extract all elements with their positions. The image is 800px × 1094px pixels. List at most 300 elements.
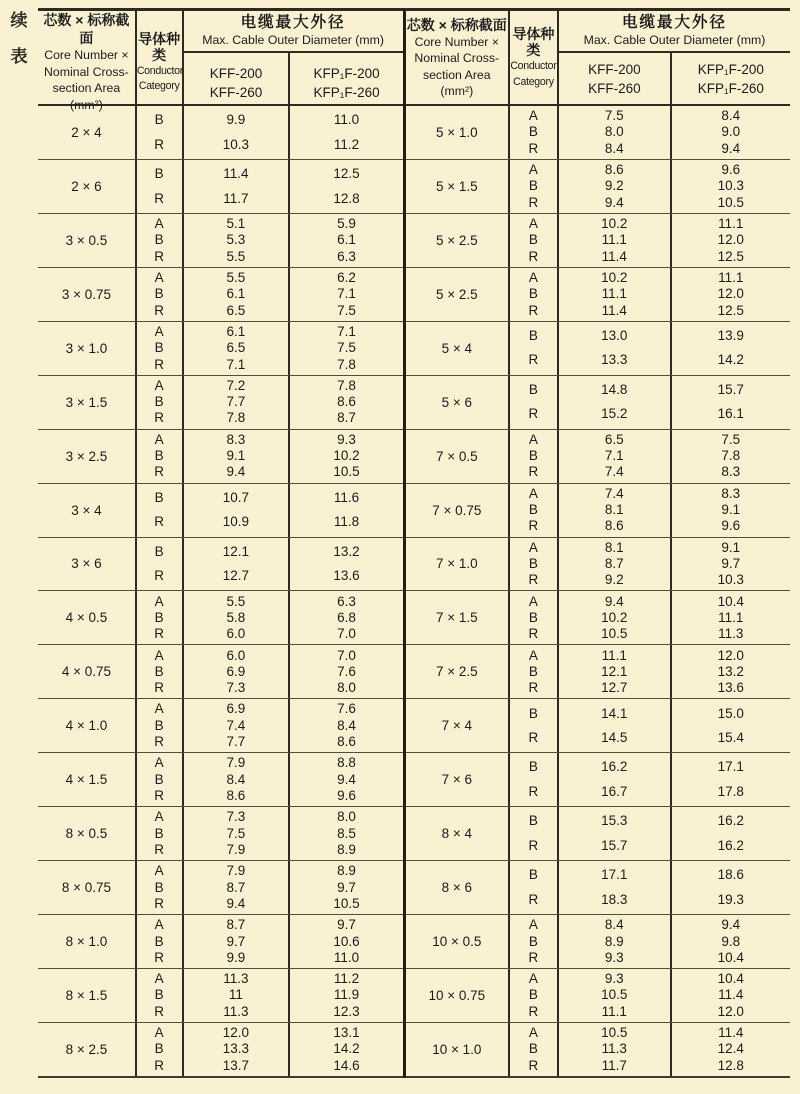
spec-cell: 8 × 0.5 (38, 807, 137, 860)
conductor-category-cell: B (528, 759, 538, 775)
conductor-category-cell: B (154, 717, 164, 733)
kff-value-cell: 15.2 (601, 406, 628, 422)
table-row-group (406, 699, 790, 753)
kfp-column (672, 915, 790, 968)
kff-value-cell: 15.7 (601, 837, 628, 853)
conductor-category-cell: B (154, 543, 164, 559)
kff-value-cell: 8.9 (604, 933, 624, 949)
kff-column (184, 861, 291, 914)
conductor-category-cell: R (154, 895, 165, 911)
kfp-value-cell: 9.4 (721, 917, 741, 933)
kff-value-cell: 7.1 (604, 448, 624, 464)
kff-value-cell: 10.5 (601, 987, 628, 1003)
kff-value-cell: 8.7 (226, 917, 246, 933)
conductor-category-cell: R (528, 730, 539, 746)
kff-value-cell: 13.0 (601, 327, 628, 343)
conductor-column (137, 591, 184, 644)
kfp-column (290, 915, 402, 968)
conductor-category-cell: A (528, 593, 538, 609)
kff-value-cell: 8.4 (226, 771, 246, 787)
kff-value-cell: 7.5 (226, 825, 246, 841)
conductor-category-cell: B (528, 502, 538, 518)
kfp-column (672, 268, 790, 321)
kff-value-cell: 17.1 (601, 867, 628, 883)
kfp-value-cell: 12.0 (717, 1003, 744, 1019)
table-row-group (38, 591, 403, 645)
kff-column (184, 322, 291, 375)
kfp-value-cell: 9.7 (721, 555, 741, 571)
kff-value-cell: 7.2 (226, 377, 246, 393)
conductor-category-cell: B (154, 825, 164, 841)
kff-value-cell: 16.2 (601, 759, 628, 775)
conductor-category-cell: B (528, 663, 538, 679)
conductor-category-cell: R (528, 140, 539, 156)
kfp-value-cell: 9.4 (337, 771, 356, 787)
kff-value-cell: 5.5 (226, 269, 246, 285)
table-row-group (38, 969, 403, 1023)
header-conductor-zh-line: 导体种 (138, 30, 181, 47)
table-row-group (406, 645, 790, 699)
conductor-category-cell: B (528, 448, 538, 464)
table-row-group (406, 106, 790, 160)
conductor-category-cell: B (154, 112, 164, 128)
table-row-group (406, 591, 790, 645)
kfp-column (290, 538, 402, 591)
header-kff (559, 53, 672, 104)
header-conductor-en-line: Conductor (510, 60, 557, 72)
table-row-group (406, 753, 790, 807)
kff-value-cell: 10.2 (601, 216, 628, 232)
kff-value-cell: 11.7 (223, 190, 249, 206)
conductor-category-cell: A (528, 162, 538, 178)
header-spec (38, 11, 137, 113)
conductor-category-cell: B (528, 381, 538, 397)
spec-cell: 10 × 0.75 (406, 969, 510, 1022)
spec-cell: 7 × 4 (406, 699, 510, 752)
kff-value-cell: 8.6 (226, 788, 246, 804)
kff-value-cell: 8.6 (604, 518, 624, 534)
conductor-category-cell: R (154, 356, 165, 372)
kfp-value-cell: 9.6 (337, 788, 356, 804)
spec-cell: 5 × 2.5 (406, 214, 510, 267)
kff-value-cell: 11 (228, 987, 243, 1003)
kfp-value-cell: 12.3 (333, 1003, 360, 1019)
kff-column (184, 160, 291, 213)
spec-cell: 8 × 4 (406, 807, 510, 860)
conductor-category-cell: R (528, 783, 539, 799)
kff-value-cell: 11.4 (223, 166, 249, 182)
kff-column (184, 969, 291, 1022)
kff-value-cell: 7.4 (604, 464, 624, 480)
kff-value-cell: 11.1 (601, 647, 627, 663)
header-kff (184, 53, 291, 113)
spec-cell: 3 × 0.75 (38, 268, 137, 321)
spec-cell: 10 × 1.0 (406, 1023, 510, 1076)
spec-cell: 7 × 1.5 (406, 591, 510, 644)
conductor-category-cell: R (154, 248, 165, 264)
kff-value-cell: 8.7 (226, 879, 246, 895)
conductor-column (137, 268, 184, 321)
table-row-group (406, 430, 790, 484)
conductor-category-cell: A (154, 269, 164, 285)
kff-value-cell: 8.1 (604, 502, 624, 518)
kff-value-cell: 9.3 (604, 971, 624, 987)
spec-cell: 8 × 0.75 (38, 861, 137, 914)
conductor-category-cell: R (154, 734, 165, 750)
kfp-value-cell: 9.1 (721, 539, 741, 555)
kfp-value-cell: 8.9 (337, 841, 356, 857)
table-row-group (406, 214, 790, 268)
kff-value-cell: 11.4 (601, 248, 627, 264)
table-row-group (38, 915, 403, 969)
table-row-group (38, 214, 403, 268)
conductor-category-cell: B (154, 879, 164, 895)
kfp-value-cell: 13.6 (717, 680, 744, 696)
kff-value-cell: 7.8 (226, 410, 246, 426)
conductor-category-cell: R (528, 891, 539, 907)
conductor-category-cell: R (154, 788, 165, 804)
header-diameter-subcolumns (559, 53, 790, 104)
header-kfp (672, 53, 790, 104)
conductor-column (137, 699, 184, 752)
conductor-category-cell: A (528, 216, 538, 232)
kfp-value-cell: 7.5 (337, 302, 356, 318)
conductor-column (510, 376, 559, 429)
kff-value-cell: 7.7 (226, 734, 246, 750)
conductor-category-cell: B (528, 124, 538, 140)
kff-column (559, 322, 672, 375)
conductor-category-cell: B (528, 232, 538, 248)
kfp-value-cell: 13.2 (333, 543, 360, 559)
header-spec-en-line: (mm²) (70, 97, 103, 112)
kfp-column (672, 969, 790, 1022)
header-diameter (559, 11, 790, 104)
conductor-category-cell: R (528, 1057, 539, 1073)
kff-value-cell: 9.2 (604, 572, 624, 588)
kfp-value-cell: 17.1 (717, 759, 744, 775)
continued-table-char-2: 表 (10, 47, 28, 66)
kfp-value-cell: 13.9 (717, 327, 744, 343)
kff-value-cell: 10.5 (601, 626, 628, 642)
kfp-value-cell: 9.0 (721, 124, 741, 140)
kfp-column (672, 538, 790, 591)
conductor-category-cell: R (528, 837, 539, 853)
kff-value-cell: 8.4 (604, 917, 624, 933)
kff-value-cell: 11.3 (223, 1003, 249, 1019)
conductor-category-cell: R (154, 568, 165, 584)
kfp-value-cell: 10.4 (717, 593, 744, 609)
conductor-category-cell: A (528, 1025, 538, 1041)
conductor-category-cell: R (154, 514, 165, 530)
table-row-group (406, 915, 790, 969)
kfp-value-cell: 10.6 (333, 933, 360, 949)
kff-value-cell: 9.4 (604, 194, 624, 210)
conductor-column (510, 214, 559, 267)
conductor-category-cell: R (528, 949, 539, 965)
spec-cell: 4 × 0.5 (38, 591, 137, 644)
conductor-category-cell: A (528, 917, 538, 933)
conductor-column (137, 645, 184, 698)
kff-value-cell: 11.3 (601, 1041, 627, 1057)
table-row-group (38, 376, 403, 430)
conductor-category-cell: R (528, 680, 539, 696)
header-kff-line: KFF-260 (588, 80, 641, 96)
kff-value-cell: 10.2 (601, 269, 628, 285)
table-body (406, 106, 790, 1078)
conductor-category-cell: A (154, 971, 164, 987)
kff-column (184, 376, 291, 429)
conductor-category-cell: B (154, 489, 164, 505)
conductor-category-cell: A (154, 431, 164, 447)
kff-value-cell: 14.5 (601, 730, 628, 746)
kff-column (184, 645, 291, 698)
kfp-value-cell: 10.3 (717, 178, 744, 194)
header-spec-en-line: Core Number × (414, 34, 499, 49)
kfp-value-cell: 9.4 (721, 140, 741, 156)
conductor-category-cell: R (154, 949, 165, 965)
header-diameter-en: Max. Cable Outer Diameter (mm) (583, 33, 766, 48)
kff-value-cell: 6.9 (226, 663, 246, 679)
conductor-category-cell: R (528, 1003, 539, 1019)
kfp-value-cell: 8.3 (721, 485, 741, 501)
kff-column (559, 591, 672, 644)
conductor-column (510, 699, 559, 752)
kfp-column (672, 106, 790, 159)
kff-value-cell: 11.4 (601, 302, 627, 318)
continued-table-label (7, 6, 31, 67)
kfp-column (290, 861, 402, 914)
header-diameter-subcolumns (184, 53, 403, 113)
kfp-value-cell: 15.7 (717, 381, 744, 397)
spec-cell: 4 × 1.5 (38, 753, 137, 806)
conductor-category-cell: A (154, 863, 164, 879)
kfp-value-cell: 18.6 (717, 867, 744, 883)
kfp-column (290, 430, 402, 483)
table-row-group (38, 645, 403, 699)
table-row-group (38, 268, 403, 322)
kfp-column (290, 214, 402, 267)
conductor-category-cell: B (528, 609, 538, 625)
spec-cell: 5 × 1.5 (406, 160, 510, 213)
table-row-group (406, 484, 790, 538)
kff-column (559, 699, 672, 752)
kff-value-cell: 6.0 (226, 626, 246, 642)
conductor-category-cell: A (154, 216, 164, 232)
kfp-value-cell: 12.8 (333, 190, 360, 206)
kfp-column (290, 160, 402, 213)
conductor-column (510, 753, 559, 806)
kff-column (559, 1023, 672, 1076)
table-row-group (38, 106, 403, 160)
header-spec-en-line: Nominal Cross- (414, 51, 500, 65)
kfp-value-cell: 7.1 (337, 286, 356, 302)
conductor-column (137, 214, 184, 267)
cable-table-left (38, 8, 403, 1078)
kff-value-cell: 12.7 (222, 568, 250, 584)
conductor-category-cell: R (154, 841, 165, 857)
spec-cell: 8 × 2.5 (38, 1023, 137, 1076)
conductor-column (510, 915, 559, 968)
kff-value-cell: 12.7 (601, 680, 628, 696)
kfp-value-cell: 15.4 (717, 730, 744, 746)
header-conductor-en-line: Conductor (136, 64, 184, 77)
table-header (406, 11, 790, 106)
kff-value-cell: 8.3 (226, 431, 246, 447)
spec-cell: 7 × 6 (406, 753, 510, 806)
spec-cell: 10 × 0.5 (406, 915, 510, 968)
kff-column (184, 268, 291, 321)
kfp-column (290, 106, 402, 159)
header-kff-line: KFF-260 (209, 85, 263, 100)
kfp-value-cell: 9.6 (721, 162, 741, 178)
kfp-value-cell: 14.2 (717, 352, 744, 368)
kff-value-cell: 13.7 (222, 1057, 250, 1073)
kfp-value-cell: 11.1 (718, 269, 744, 285)
kff-column (559, 160, 672, 213)
conductor-category-cell: A (154, 647, 164, 663)
kfp-value-cell: 11.4 (718, 987, 744, 1003)
kfp-value-cell: 10.5 (333, 464, 360, 480)
kfp-value-cell: 16.2 (717, 813, 744, 829)
table-row-group (38, 1023, 403, 1076)
kfp-value-cell: 10.5 (717, 194, 744, 210)
kfp-value-cell: 11.0 (333, 949, 360, 965)
kfp-value-cell: 7.6 (337, 663, 356, 679)
header-spec-en-line: Nominal Cross- (44, 64, 129, 79)
kfp-value-cell: 11.8 (333, 514, 360, 530)
kff-column (184, 106, 291, 159)
table-row-group (406, 538, 790, 592)
kfp-column (672, 645, 790, 698)
kff-value-cell: 9.3 (604, 949, 624, 965)
spec-cell: 3 × 0.5 (38, 214, 137, 267)
kfp-value-cell: 14.2 (333, 1041, 360, 1057)
conductor-column (137, 753, 184, 806)
kff-value-cell: 6.0 (226, 647, 246, 663)
kfp-value-cell: 7.8 (337, 356, 356, 372)
spec-cell: 7 × 0.75 (406, 484, 510, 537)
kfp-column (290, 699, 402, 752)
kfp-value-cell: 8.7 (337, 410, 356, 426)
conductor-column (137, 861, 184, 914)
kfp-value-cell: 11.9 (333, 987, 360, 1003)
table-row-group (406, 807, 790, 861)
kff-value-cell: 6.1 (226, 286, 246, 302)
kfp-column (672, 430, 790, 483)
kff-column (184, 915, 291, 968)
kff-column (184, 214, 291, 267)
conductor-category-cell: A (528, 431, 538, 447)
kfp-value-cell: 12.5 (717, 302, 744, 318)
kff-column (184, 430, 291, 483)
kfp-value-cell: 9.7 (337, 879, 356, 895)
conductor-category-cell: B (528, 813, 538, 829)
kff-column (559, 376, 672, 429)
kfp-column (672, 699, 790, 752)
spec-cell: 7 × 2.5 (406, 645, 510, 698)
kfp-value-cell: 8.9 (337, 863, 356, 879)
kff-value-cell: 6.5 (604, 431, 624, 447)
conductor-category-cell: R (528, 194, 539, 210)
spec-cell: 2 × 6 (38, 160, 137, 213)
conductor-column (137, 915, 184, 968)
conductor-category-cell: R (154, 1003, 165, 1019)
kff-value-cell: 18.3 (601, 891, 628, 907)
kfp-column (672, 160, 790, 213)
conductor-category-cell: R (528, 248, 539, 264)
conductor-category-cell: A (154, 701, 164, 717)
spec-cell: 5 × 2.5 (406, 268, 510, 321)
kff-column (559, 106, 672, 159)
table-row-group (406, 376, 790, 430)
kfp-value-cell: 8.4 (337, 717, 356, 733)
conductor-category-cell: B (528, 555, 538, 571)
conductor-column (137, 430, 184, 483)
kfp-column (290, 484, 402, 537)
kfp-value-cell: 11.1 (718, 216, 744, 232)
kfp-value-cell: 6.3 (337, 248, 356, 264)
kfp-column (290, 322, 402, 375)
conductor-category-cell: A (528, 539, 538, 555)
kff-value-cell: 11.1 (601, 232, 627, 248)
kff-value-cell: 5.8 (226, 609, 246, 625)
kfp-value-cell: 9.1 (721, 502, 741, 518)
kfp-value-cell: 10.3 (717, 572, 744, 588)
header-kfp-line: KFP₁F-260 (697, 80, 764, 96)
header-conductor-en-line: Category (138, 80, 180, 92)
table-row-group (406, 1023, 790, 1076)
kfp-value-cell: 7.6 (337, 701, 356, 717)
spec-cell: 5 × 6 (406, 376, 510, 429)
header-spec (406, 11, 510, 104)
spec-cell: 3 × 1.5 (38, 376, 137, 429)
kff-value-cell: 7.1 (226, 356, 246, 372)
kff-column (184, 753, 291, 806)
spec-cell: 2 × 4 (38, 106, 137, 159)
conductor-category-cell: A (528, 269, 538, 285)
kff-column (184, 699, 291, 752)
kfp-value-cell: 11.0 (333, 112, 360, 128)
kfp-value-cell: 8.6 (337, 734, 356, 750)
conductor-column (510, 322, 559, 375)
header-diameter-zh: 电缆最大外径 (240, 14, 346, 32)
kff-value-cell: 5.1 (226, 216, 246, 232)
conductor-column (510, 861, 559, 914)
kfp-value-cell: 13.6 (333, 568, 360, 584)
kfp-column (290, 591, 402, 644)
table-body (38, 106, 403, 1078)
kfp-value-cell: 8.0 (337, 680, 356, 696)
header-diameter-zh: 电缆最大外径 (621, 14, 727, 32)
conductor-column (137, 160, 184, 213)
kfp-value-cell: 11.4 (718, 1025, 744, 1041)
conductor-category-cell: A (528, 971, 538, 987)
conductor-column (137, 969, 184, 1022)
kff-column (559, 484, 672, 537)
header-conductor-en-line: Category (513, 75, 554, 88)
conductor-category-cell: R (154, 1057, 165, 1073)
kfp-value-cell: 10.2 (333, 448, 360, 464)
header-kfp-line: KFP₁F-200 (697, 61, 764, 77)
kfp-column (290, 1023, 402, 1076)
kff-column (559, 430, 672, 483)
header-conductor-zh-line: 导体种 (512, 26, 555, 42)
kff-value-cell: 11.1 (601, 1003, 627, 1019)
kff-value-cell: 14.8 (601, 381, 628, 397)
kfp-column (672, 322, 790, 375)
header-spec-en-line: (mm²) (440, 84, 474, 98)
conductor-category-cell: B (154, 448, 164, 464)
